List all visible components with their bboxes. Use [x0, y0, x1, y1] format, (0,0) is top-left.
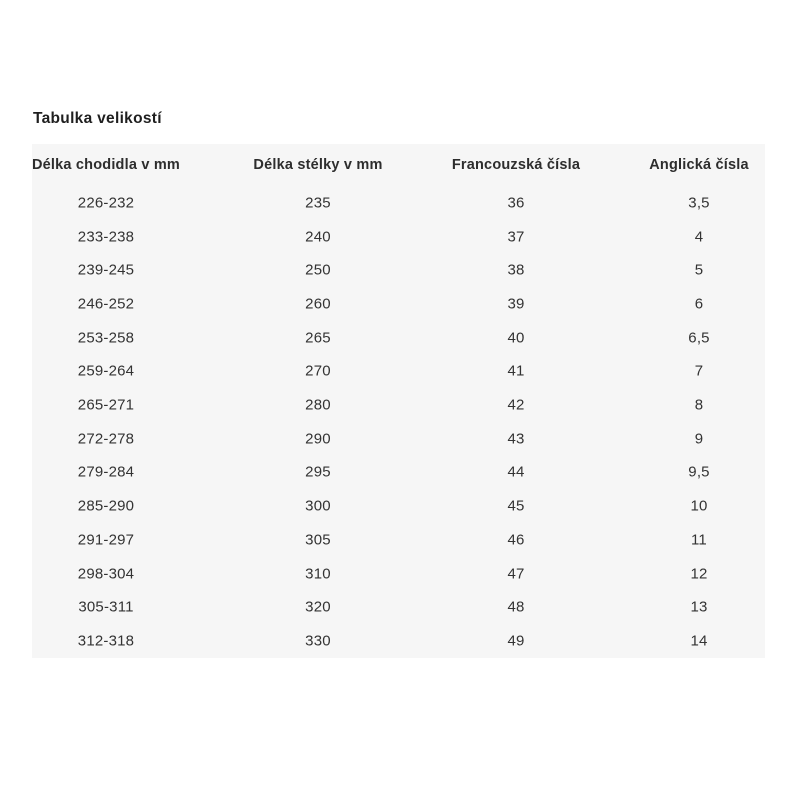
cell-english-size: 3,5 — [688, 194, 710, 212]
cell-foot-length: 265-271 — [77, 396, 135, 414]
table-row — [32, 523, 765, 557]
cell-insole-length: 270 — [305, 362, 331, 380]
cell-insole-length: 290 — [305, 430, 331, 448]
size-table-title: Tabulka velikostí — [33, 110, 162, 127]
table-row — [32, 590, 765, 624]
cell-insole-length: 320 — [305, 598, 331, 616]
cell-french-size: 42 — [507, 396, 525, 414]
table-row — [32, 489, 765, 523]
cell-french-size: 48 — [507, 598, 525, 616]
cell-foot-length: 279-284 — [77, 463, 135, 481]
cell-insole-length: 235 — [305, 194, 331, 212]
cell-foot-length: 226-232 — [77, 194, 135, 212]
size-table-header-row — [32, 144, 765, 186]
cell-insole-length: 260 — [305, 295, 331, 313]
cell-english-size: 11 — [691, 531, 707, 549]
cell-foot-length: 246-252 — [77, 295, 135, 313]
table-row — [32, 456, 765, 490]
cell-english-size: 10 — [690, 497, 708, 515]
header-insole-length: Délka stélky v mm — [253, 157, 383, 173]
table-row — [32, 388, 765, 422]
table-row — [32, 355, 765, 389]
cell-foot-length: 239-245 — [77, 261, 135, 279]
cell-french-size: 45 — [507, 497, 525, 515]
cell-english-size: 7 — [694, 362, 704, 380]
cell-foot-length: 305-311 — [78, 598, 134, 616]
table-row — [32, 422, 765, 456]
table-row — [32, 186, 765, 220]
cell-french-size: 46 — [507, 531, 525, 549]
cell-french-size: 47 — [507, 565, 525, 583]
cell-english-size: 6 — [694, 295, 704, 313]
cell-insole-length: 300 — [305, 497, 331, 515]
cell-insole-length: 250 — [305, 261, 331, 279]
header-english-sizes: Anglická čísla — [649, 157, 749, 173]
header-foot-length: Délka chodidla v mm — [31, 157, 181, 173]
size-table — [32, 144, 765, 658]
cell-foot-length: 259-264 — [77, 362, 135, 380]
table-row — [32, 220, 765, 254]
cell-english-size: 8 — [694, 396, 704, 414]
table-row — [32, 321, 765, 355]
cell-foot-length: 272-278 — [77, 430, 135, 448]
table-row — [32, 624, 765, 658]
cell-foot-length: 285-290 — [77, 497, 135, 515]
cell-french-size: 39 — [507, 295, 525, 313]
cell-insole-length: 240 — [305, 228, 331, 246]
cell-english-size: 12 — [690, 565, 708, 583]
cell-english-size: 9 — [694, 430, 704, 448]
cell-french-size: 43 — [507, 430, 525, 448]
cell-foot-length: 312-318 — [77, 632, 135, 650]
cell-english-size: 13 — [690, 598, 708, 616]
cell-foot-length: 291-297 — [77, 531, 135, 549]
cell-insole-length: 330 — [305, 632, 331, 650]
cell-foot-length: 233-238 — [77, 228, 135, 246]
table-row — [32, 287, 765, 321]
cell-french-size: 49 — [507, 632, 525, 650]
table-row — [32, 557, 765, 591]
cell-insole-length: 305 — [305, 531, 331, 549]
cell-english-size: 6,5 — [688, 329, 710, 347]
header-french-sizes: Francouzská čísla — [451, 157, 581, 173]
table-row — [32, 253, 765, 287]
cell-insole-length: 310 — [305, 565, 331, 583]
cell-foot-length: 298-304 — [77, 565, 135, 583]
cell-french-size: 36 — [507, 194, 525, 212]
cell-english-size: 9,5 — [688, 463, 710, 481]
cell-french-size: 40 — [507, 329, 525, 347]
cell-insole-length: 280 — [305, 396, 331, 414]
cell-french-size: 38 — [507, 261, 525, 279]
cell-english-size: 5 — [694, 261, 704, 279]
cell-french-size: 41 — [507, 362, 525, 380]
cell-foot-length: 253-258 — [77, 329, 135, 347]
cell-insole-length: 265 — [305, 329, 331, 347]
cell-english-size: 14 — [690, 632, 708, 650]
cell-french-size: 37 — [507, 228, 525, 246]
cell-insole-length: 295 — [305, 463, 331, 481]
cell-french-size: 44 — [507, 463, 525, 481]
cell-english-size: 4 — [694, 228, 704, 246]
